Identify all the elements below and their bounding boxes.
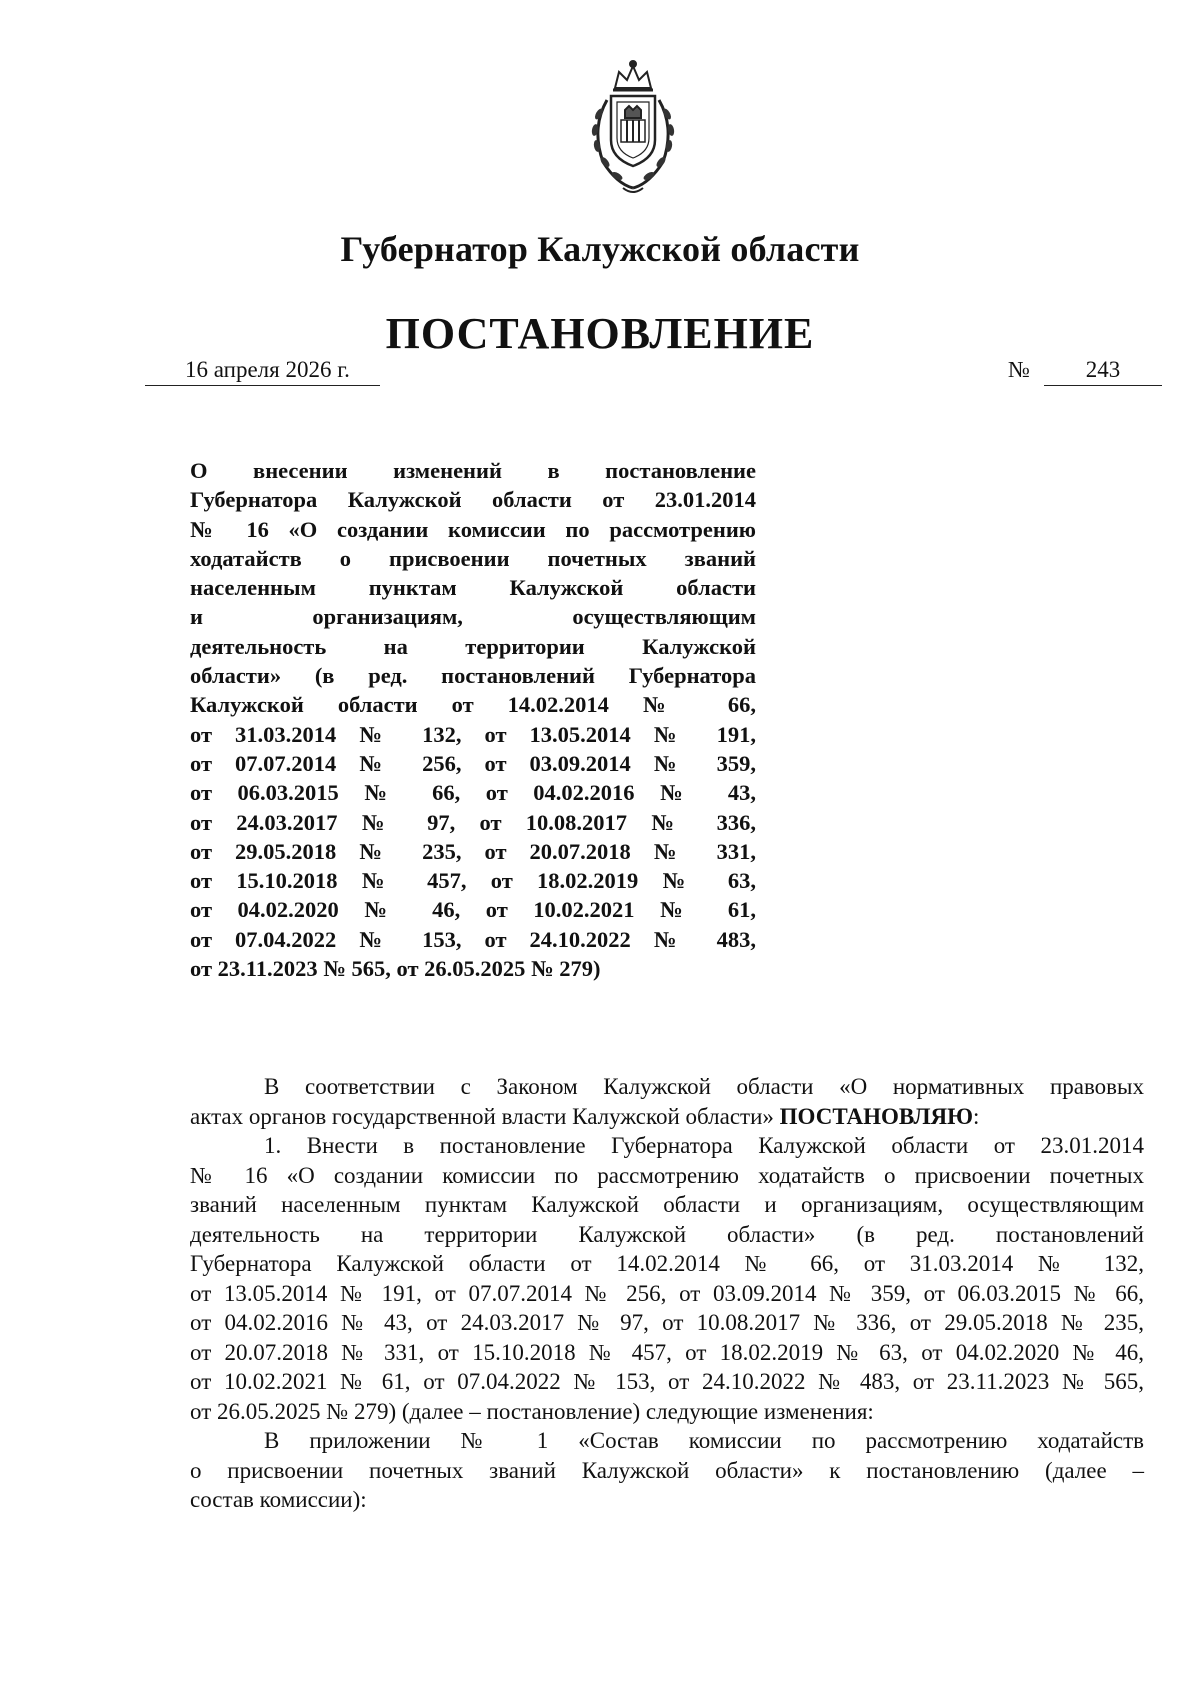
preamble-text: актах органов государственной власти Калужской области» [190, 1103, 774, 1129]
subject-line: от 23.11.2023 № 565, от 26.05.2025 № 279) [190, 956, 601, 982]
subject-line: от 31.03.2014 № 132, от 13.05.2014 № 191, [190, 721, 756, 747]
subject-line: О внесении изменений в постановление [190, 458, 756, 483]
subject-line: от 24.03.2017 № 97, от 10.08.2017 № 336, [190, 809, 756, 835]
subject-line: от 04.02.2020 № 46, от 10.02.2021 № 61, [190, 897, 756, 923]
annex-line: о присвоении почетных званий Калужской области» к постановлению (далее – [190, 1457, 1144, 1483]
item-1-line: Губернатора Калужской области от 14.02.2014 № 66, от 31.03.2014 № 132, [190, 1251, 1144, 1276]
issuer-title: Губернатор Калужской области [340, 229, 860, 269]
number-label: № [1008, 357, 1030, 382]
subject-line: и организациям, осуществляющим [190, 604, 756, 630]
subject-line: Калужской области от 14.02.2014 № 66, [190, 692, 756, 718]
subject-line: ходатайств о присвоении почетных званий [190, 545, 756, 571]
coat-of-arms-emblem [573, 58, 693, 198]
document-body [190, 1072, 1144, 1515]
item-1-line: от 20.07.2018 № 331, от 15.10.2018 № 457, от 18.02.2019 № 63, от 04.02.2020 № 46, [190, 1339, 1144, 1365]
document-number: 243 [1044, 355, 1162, 386]
subject-line: от 06.03.2015 № 66, от 04.02.2016 № 43, [190, 780, 756, 806]
document-type-heading: ПОСТАНОВЛЕНИЕ [385, 309, 815, 358]
item-1-line: от 26.05.2025 № 279) (далее – постановление) следующие изменения: [190, 1398, 874, 1424]
item-1-line: 1. Внести в постановление Губернатора Калужской области от 23.01.2014 [264, 1133, 1144, 1158]
document-subject [190, 456, 756, 983]
item-1-line: № 16 «О создании комиссии по рассмотрению ходатайств о присвоении почетных [190, 1162, 1144, 1188]
document-date: 16 апреля 2026 г. [145, 355, 380, 386]
annex-line: В приложении № 1 «Состав комиссии по рассмотрению ходатайств [264, 1428, 1144, 1453]
document-number-block [1008, 355, 1168, 386]
subject-line: от 07.07.2014 № 256, от 03.09.2014 № 359, [190, 750, 756, 776]
item-1-line: от 04.02.2016 № 43, от 24.03.2017 № 97, от 10.08.2017 № 336, от 29.05.2018 № 235, [190, 1310, 1144, 1335]
subject-line: от 07.04.2022 № 153, от 24.10.2022 № 483, [190, 926, 756, 952]
resolve-keyword: ПОСТАНОВЛЯЮ [779, 1103, 974, 1129]
preamble-line [190, 1102, 1144, 1132]
subject-line: от 29.05.2018 № 235, от 20.07.2018 № 331, [190, 838, 756, 864]
item-1-line: званий населенным пунктам Калужской области и организациям, осуществляющим [190, 1192, 1144, 1217]
preamble-line: В соответствии с Законом Калужской области «О нормативных правовых [264, 1074, 1144, 1099]
subject-line: от 15.10.2018 № 457, от 18.02.2019 № 63, [190, 868, 756, 894]
subject-line: области» (в ред. постановлений Губернатора [190, 663, 756, 689]
subject-line: Губернатора Калужской области от 23.01.2014 [190, 487, 756, 513]
annex-line: состав комиссии): [190, 1487, 367, 1512]
resolve-keyword-suffix: : [973, 1103, 980, 1129]
item-1-line: деятельность на территории Калужской области» (в ред. постановлений [190, 1221, 1144, 1247]
subject-line: населенным пунктам Калужской области [190, 575, 756, 601]
item-1-line: от 10.02.2021 № 61, от 07.04.2022 № 153, от 24.10.2022 № 483, от 23.11.2023 № 565, [190, 1369, 1144, 1394]
subject-line: № 16 «О создании комиссии по рассмотрению [190, 516, 756, 542]
subject-line: деятельность на территории Калужской [190, 633, 756, 659]
item-1-line: от 13.05.2014 № 191, от 07.07.2014 № 256, от 03.09.2014 № 359, от 06.03.2015 № 66, [190, 1280, 1144, 1306]
